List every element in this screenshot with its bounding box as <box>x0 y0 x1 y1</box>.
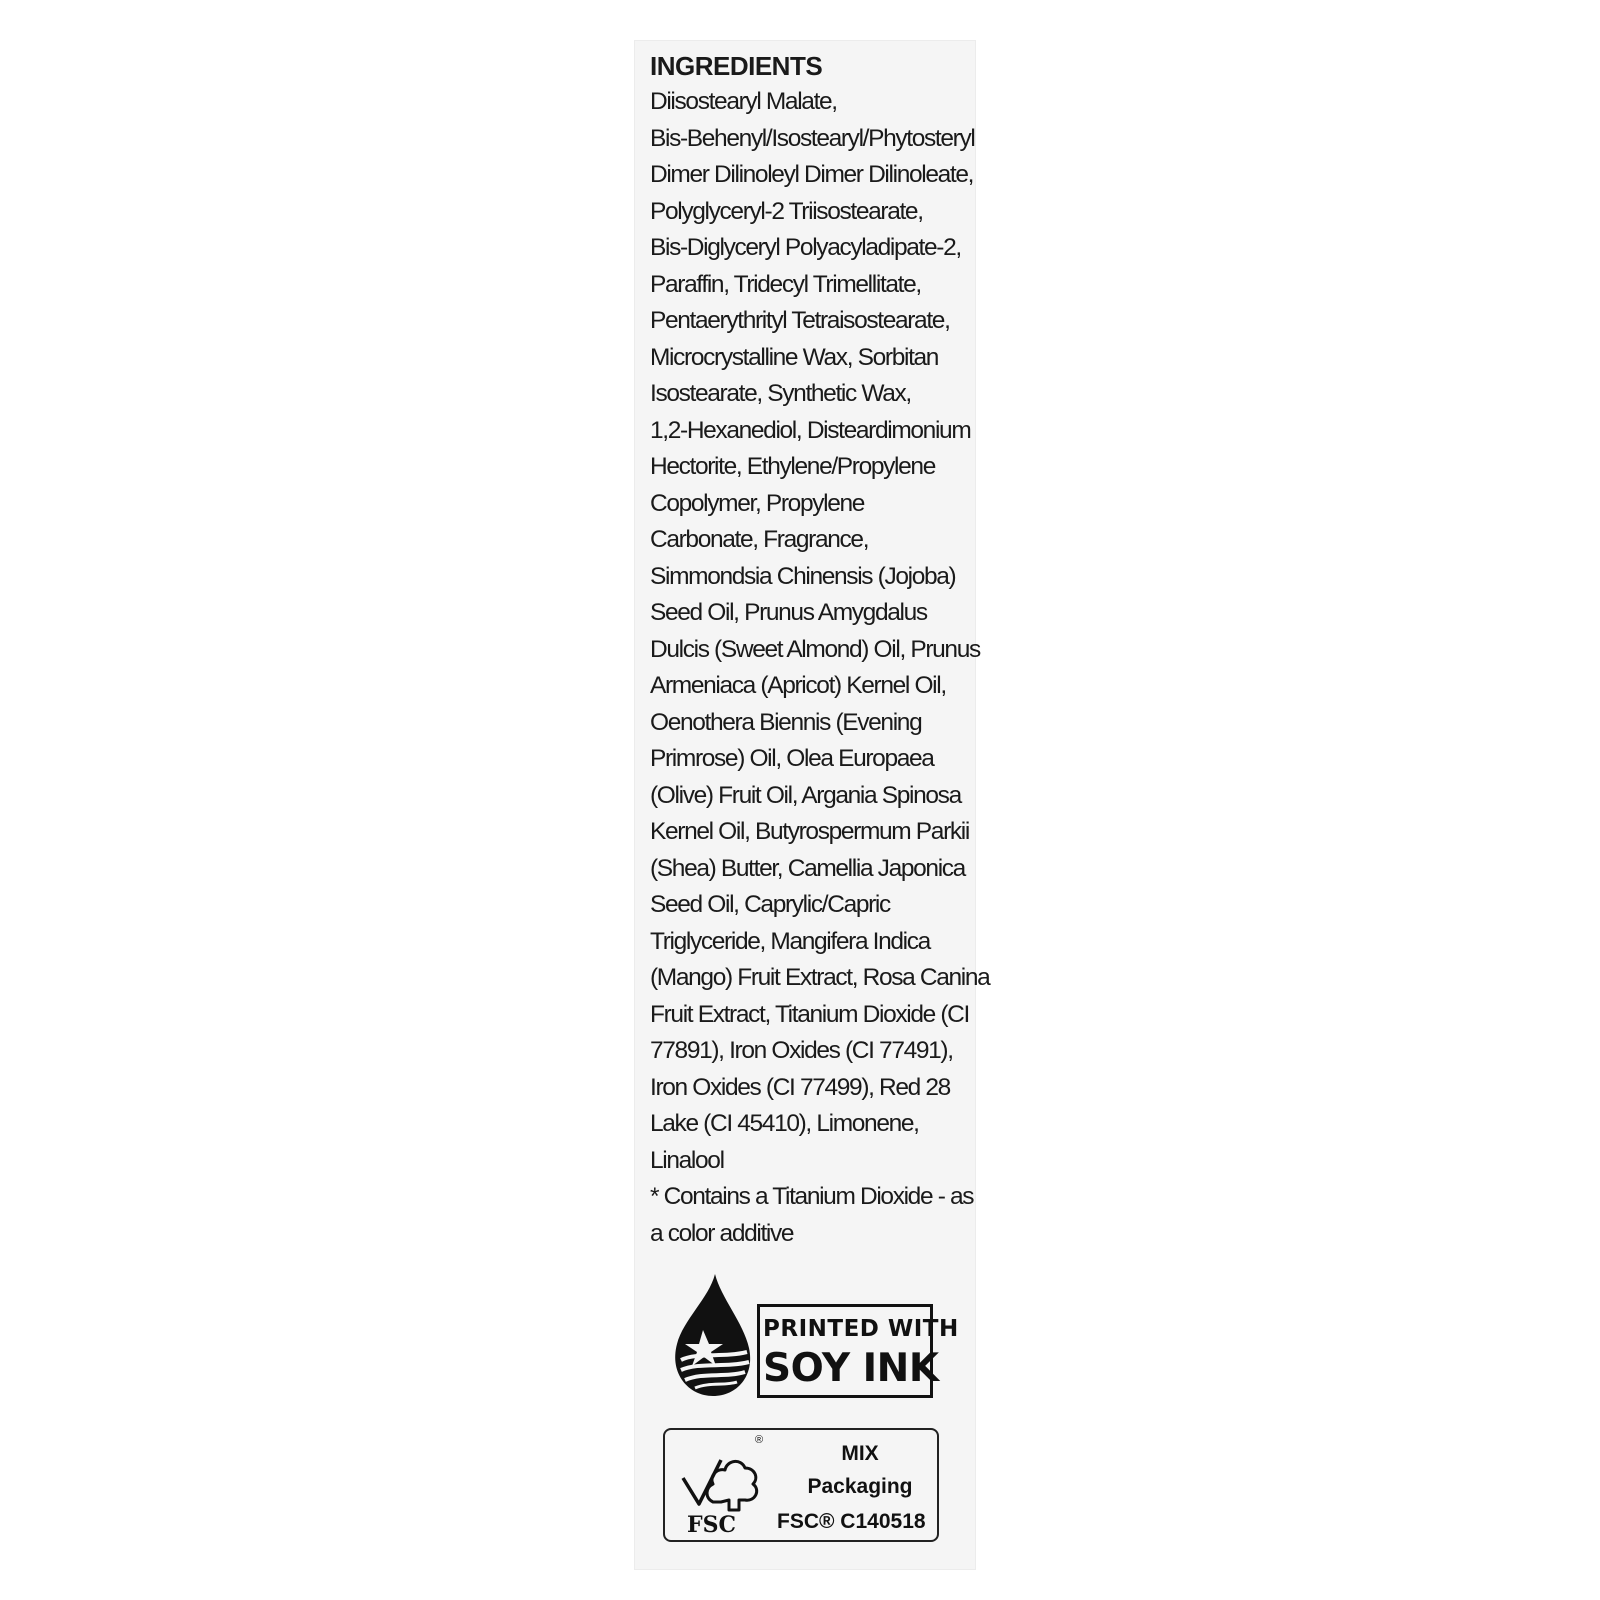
ingredient-line: Oenothera Biennis (Evening <box>650 708 922 736</box>
ingredient-line: Polyglyceryl-2 Triisostearate, <box>650 197 923 225</box>
ingredient-line: a color additive <box>650 1219 794 1247</box>
ingredient-line: Armeniaca (Apricot) Kernel Oil, <box>650 672 946 699</box>
ingredient-line: Hectorite, Ethylene/Propylene <box>650 453 935 480</box>
ingredient-line: Paraffin, Tridecyl Trimellitate, <box>650 270 921 298</box>
ingredient-line: Bis-Diglyceryl Polyacyladipate-2, <box>650 234 961 261</box>
fsc-wordmark: FSC <box>687 1512 737 1538</box>
ingredient-line: (Mango) Fruit Extract, Rosa Canina <box>650 964 990 991</box>
ingredient-line: Iron Oxides (CI 77499), Red 28 <box>650 1073 950 1101</box>
ingredient-line: Primrose) Oil, Olea Europaea <box>650 745 934 772</box>
ingredient-line: Bis-Behenyl/Isostearyl/Phytosteryl <box>650 124 975 152</box>
ingredient-line: Lake (CI 45410), Limonene, <box>650 1110 919 1137</box>
ingredients-section <box>650 48 990 1252</box>
ingredient-line: * Contains a Titanium Dioxide - as <box>650 1183 974 1210</box>
fsc-packaging-label: Packaging <box>807 1475 913 1498</box>
ingredient-line: Linalool <box>650 1146 724 1174</box>
ingredient-line: 1,2-Hexanediol, Disteardimonium <box>650 416 971 444</box>
soy-ink-line-2: SOY INK <box>763 1346 939 1391</box>
ingredient-line: Kernel Oil, Butyrospermum Parkii <box>650 818 969 845</box>
ingredient-line: Seed Oil, Caprylic/Capric <box>650 891 890 918</box>
soy-ink-logo <box>663 1268 959 1404</box>
ingredient-line: Carbonate, Fragrance, <box>650 526 869 553</box>
ingredient-line: Fruit Extract, Titanium Dioxide (CI <box>650 1000 969 1028</box>
ingredient-line: Diisostearyl Malate, <box>650 88 837 115</box>
soy-ink-drop-icon <box>663 1268 763 1404</box>
fsc-logo <box>663 1428 939 1542</box>
ingredient-line: Seed Oil, Prunus Amygdalus <box>650 599 927 626</box>
ingredient-line: Isostearate, Synthetic Wax, <box>650 380 911 407</box>
soy-ink-line-1: PRINTED WITH <box>763 1316 959 1342</box>
fsc-registered-mark: ® <box>755 1434 764 1446</box>
ingredient-line: (Shea) Butter, Camellia Japonica <box>650 854 965 882</box>
ingredient-line: Triglyceride, Mangifera Indica <box>650 927 930 955</box>
ingredient-line: Microcrystalline Wax, Sorbitan <box>650 343 939 371</box>
ingredient-line: 77891), Iron Oxides (CI 77491), <box>650 1037 953 1064</box>
fsc-tree-icon <box>677 1438 767 1514</box>
fsc-mix-label: MIX <box>841 1442 879 1465</box>
ingredient-line: Dimer Dilinoleyl Dimer Dilinoleate, <box>650 161 974 188</box>
ingredients-list <box>650 84 990 1252</box>
ingredient-line: Simmondsia Chinensis (Jojoba) <box>650 562 956 590</box>
ingredient-line: Dulcis (Sweet Almond) Oil, Prunus <box>650 635 980 663</box>
ingredients-heading: INGREDIENTS <box>650 51 823 81</box>
ingredient-line: Copolymer, Propylene <box>650 489 865 517</box>
ingredient-line: (Olive) Fruit Oil, Argania Spinosa <box>650 781 961 809</box>
fsc-license-code: FSC® C140518 <box>777 1510 926 1533</box>
ingredient-line: Pentaerythrityl Tetraisostearate, <box>650 307 950 334</box>
